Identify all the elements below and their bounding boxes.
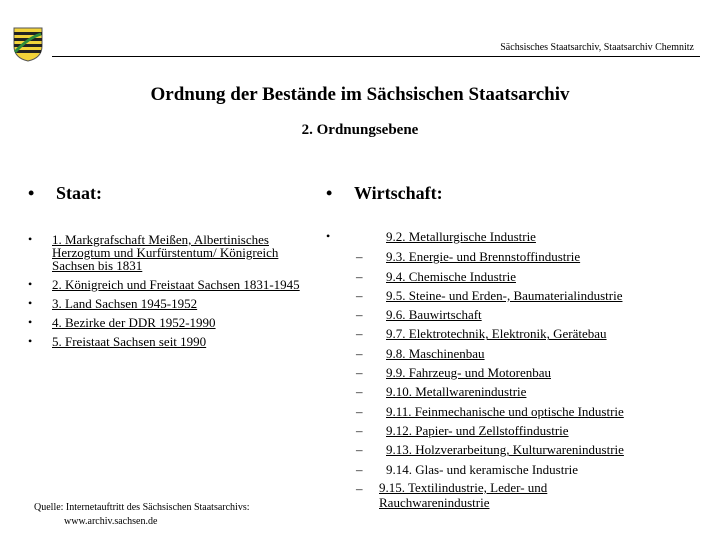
dash-icon: – <box>356 365 363 381</box>
bullet-icon: • <box>28 183 35 203</box>
staat-link-3[interactable]: 3. Land Sachsen 1945-1952 <box>52 296 198 311</box>
list-item <box>356 287 639 306</box>
list-item <box>28 316 318 329</box>
list-item <box>356 480 639 510</box>
header-institution: Sächsisches Staatsarchiv, Staatsarchiv Chemnitz <box>500 42 694 53</box>
bullet-icon: • <box>28 296 33 310</box>
bullet-icon: • <box>28 232 33 246</box>
wirtschaft-link-9-2[interactable]: 9.2. Metallurgische Industrie <box>386 229 536 244</box>
source-note <box>34 501 250 529</box>
dash-icon: – <box>356 268 363 284</box>
wirtschaft-link-9-5[interactable]: 9.5. Steine- und Erden-, Baumaterialindustrie <box>386 287 623 303</box>
staat-list <box>28 233 318 354</box>
source-line-2: www.archiv.sachsen.de <box>64 516 158 527</box>
dash-icon: – <box>356 249 363 265</box>
left-column-heading <box>28 183 102 204</box>
staat-link-1[interactable]: 1. Markgrafschaft Meißen, Albertinisches Herzogtum und Kurfürstentum/ Königreich Sachsen bis 1831 <box>52 232 279 273</box>
dash-icon: – <box>356 307 363 323</box>
list-item <box>28 278 318 291</box>
saxony-coat-of-arms-icon <box>12 26 44 62</box>
list-item <box>356 306 639 325</box>
wirtschaft-link-9-8[interactable]: 9.8. Maschinenbau <box>386 345 485 361</box>
wirtschaft-link-9-12[interactable]: 9.12. Papier- und Zellstoffindustrie <box>386 422 569 438</box>
dash-icon: – <box>356 422 363 438</box>
list-item <box>356 325 639 344</box>
wirtschaft-link-9-9[interactable]: 9.9. Fahrzeug- und Motorenbau <box>386 365 551 381</box>
list-item <box>28 335 318 348</box>
staat-link-4[interactable]: 4. Bezirke der DDR 1952-1990 <box>52 315 216 330</box>
wirtschaft-link-9-11[interactable]: 9.11. Feinmechanische und optische Industrie <box>386 403 624 419</box>
list-item <box>356 441 639 460</box>
list-item <box>28 233 318 272</box>
list-item <box>356 248 639 267</box>
list-item <box>28 297 318 310</box>
dash-icon: – <box>356 384 363 400</box>
list-item <box>356 345 639 364</box>
right-column-heading <box>326 183 443 204</box>
dash-icon: – <box>356 442 363 458</box>
staat-link-5[interactable]: 5. Freistaat Sachsen seit 1990 <box>52 334 207 349</box>
right-heading-text: Wirtschaft: <box>354 183 443 203</box>
bullet-icon: • <box>326 229 331 243</box>
wirtschaft-link-9-13[interactable]: 9.13. Holzverarbeitung, Kulturwarenindustrie <box>386 442 624 458</box>
wirtschaft-link-9-6[interactable]: 9.6. Bauwirtschaft <box>386 307 482 323</box>
wirtschaft-sub-list <box>356 248 639 510</box>
dash-icon: – <box>356 480 363 496</box>
dash-icon: – <box>356 326 363 342</box>
list-item <box>356 268 639 287</box>
bullet-icon: • <box>28 334 33 348</box>
page-subtitle: 2. Ordnungsebene <box>301 122 419 138</box>
dash-icon: – <box>356 403 363 419</box>
page-title: Ordnung der Bestände im Sächsischen Staatsarchiv <box>150 84 570 105</box>
dash-icon: – <box>356 461 363 477</box>
wirtschaft-link-9-10[interactable]: 9.10. Metallwarenindustrie <box>386 384 527 400</box>
wirtschaft-link-9-7[interactable]: 9.7. Elektrotechnik, Elektronik, Gerätebau <box>386 326 607 342</box>
wirtschaft-link-9-15[interactable]: 9.15. Textilindustrie, Leder- und Rauchwarenindustrie <box>379 479 548 510</box>
list-item <box>356 461 639 480</box>
list-item <box>356 364 639 383</box>
source-line-1: Quelle: Internetauftritt des Sächsischen Staatsarchivs: <box>34 502 250 513</box>
dash-icon: – <box>356 345 363 361</box>
bullet-icon: • <box>326 183 333 203</box>
wirtschaft-item-9-14: 9.14. Glas- und keramische Industrie <box>386 461 579 477</box>
staat-link-2[interactable]: 2. Königreich und Freistaat Sachsen 1831-1945 <box>52 277 300 292</box>
bullet-icon: • <box>28 277 33 291</box>
wirtschaft-link-9-4[interactable]: 9.4. Chemische Industrie <box>386 268 516 284</box>
wirtschaft-link-9-3[interactable]: 9.3. Energie- und Brennstoffindustrie <box>386 249 581 265</box>
bullet-icon: • <box>28 315 33 329</box>
list-item <box>356 383 639 402</box>
dash-icon: – <box>356 287 363 303</box>
header-divider <box>52 56 700 57</box>
list-item <box>356 422 639 441</box>
list-item <box>356 403 639 422</box>
left-heading-text: Staat: <box>56 183 102 203</box>
